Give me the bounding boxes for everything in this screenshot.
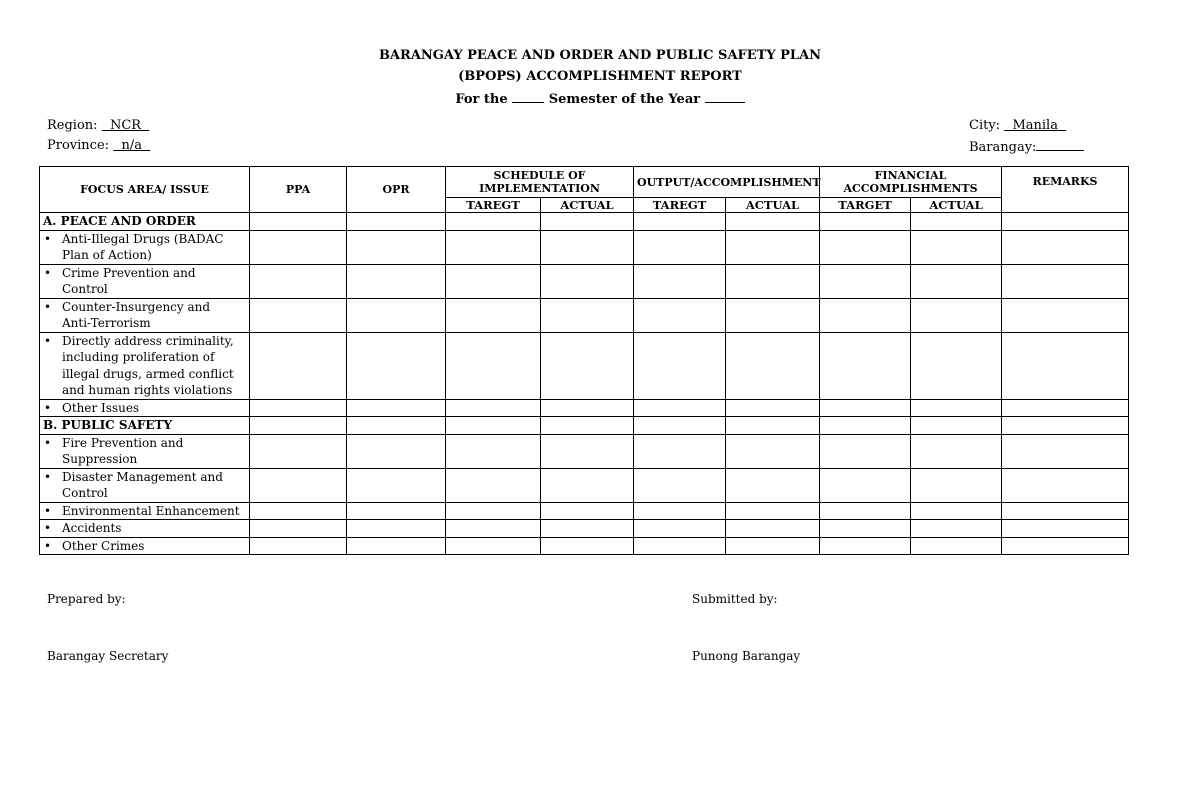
city-value[interactable]: Manila: [1012, 118, 1058, 133]
prepared-by-label: Prepared by:: [47, 592, 126, 606]
period-prefix: For the: [455, 92, 508, 107]
header-schedule-target: TAREGT: [446, 198, 541, 213]
header-output-target: TAREGT: [634, 198, 726, 213]
prepared-by-role: Barangay Secretary: [47, 649, 169, 663]
focus-item: Counter-Insurgency and Anti-Terrorism: [62, 299, 211, 330]
table-row: • Anti-Illegal Drugs (BADAC Plan of Action): [40, 230, 1129, 264]
table-row: • Crime Prevention and Control: [40, 264, 1129, 298]
table-row: • Counter-Insurgency and Anti-Terrorism: [40, 298, 1129, 332]
header-schedule: SCHEDULE OF IMPLEMENTATION: [446, 167, 634, 198]
province-field: [47, 138, 150, 153]
section-public-safety: B. PUBLIC SAFETY: [40, 417, 250, 435]
table-row: • Fire Prevention and Suppression: [40, 434, 1129, 468]
city-field: [969, 118, 1066, 133]
table-row: • Environmental Enhancement: [40, 502, 1129, 520]
year-blank[interactable]: [705, 90, 745, 103]
submitted-by-role: Punong Barangay: [692, 649, 801, 663]
report-period-line: [0, 90, 1200, 107]
table-row: • Other Issues: [40, 399, 1129, 417]
focus-item: Crime Prevention and Control: [62, 265, 196, 296]
header-output-actual: ACTUAL: [726, 198, 820, 213]
barangay-blank[interactable]: [1036, 138, 1084, 151]
submitted-by-label: Submitted by:: [692, 592, 778, 606]
header-financial-actual: ACTUAL: [911, 198, 1002, 213]
table-row: • Directly address criminality, including proliferation of illegal drugs, armed conflict and human rights violations: [40, 332, 1129, 399]
header-financial-target: TARGET: [820, 198, 911, 213]
focus-item: Disaster Management and Control: [62, 469, 223, 500]
focus-item: Directly address criminality, including proliferation of illegal drugs, armed conflict and human rights violations: [62, 333, 234, 397]
table-row: • Disaster Management and Control: [40, 468, 1129, 502]
focus-item: Other Crimes: [62, 538, 145, 553]
header-output: OUTPUT/ACCOMPLISHMENT: [634, 167, 820, 198]
header-remarks: REMARKS: [1002, 167, 1129, 213]
period-suffix: Semester of the Year: [548, 92, 701, 107]
header-financial: FINANCIAL ACCOMPLISHMENTS: [820, 167, 1002, 198]
header-opr: OPR: [347, 167, 446, 213]
header-focus-area: FOCUS AREA/ ISSUE: [40, 167, 250, 213]
province-value[interactable]: n/a: [121, 138, 142, 153]
region-value[interactable]: NCR: [109, 118, 142, 133]
table-row: • Other Crimes: [40, 537, 1129, 555]
semester-blank[interactable]: [512, 90, 544, 103]
accomplishment-table: [39, 166, 1129, 555]
city-label: City:: [969, 118, 1001, 133]
report-title-line-1: BARANGAY PEACE AND ORDER AND PUBLIC SAFETY PLAN: [378, 48, 822, 63]
focus-item: Anti-Illegal Drugs (BADAC Plan of Action): [62, 231, 224, 262]
region-field: [47, 118, 149, 133]
focus-item: Accidents: [62, 521, 122, 535]
barangay-label: Barangay:: [969, 140, 1037, 155]
province-label: Province:: [47, 138, 110, 153]
focus-item: Other Issues: [62, 400, 140, 415]
report-title-line-2: (BPOPS) ACCOMPLISHMENT REPORT: [458, 69, 742, 84]
focus-item: Fire Prevention and Suppression: [62, 435, 184, 466]
header-ppa: PPA: [250, 167, 347, 213]
barangay-field: [969, 138, 1084, 155]
table-row: • Accidents: [40, 520, 1129, 538]
header-schedule-actual: ACTUAL: [541, 198, 634, 213]
section-peace-and-order: A. PEACE AND ORDER: [40, 213, 250, 231]
focus-item: Environmental Enhancement: [62, 503, 240, 518]
region-label: Region:: [47, 118, 98, 133]
